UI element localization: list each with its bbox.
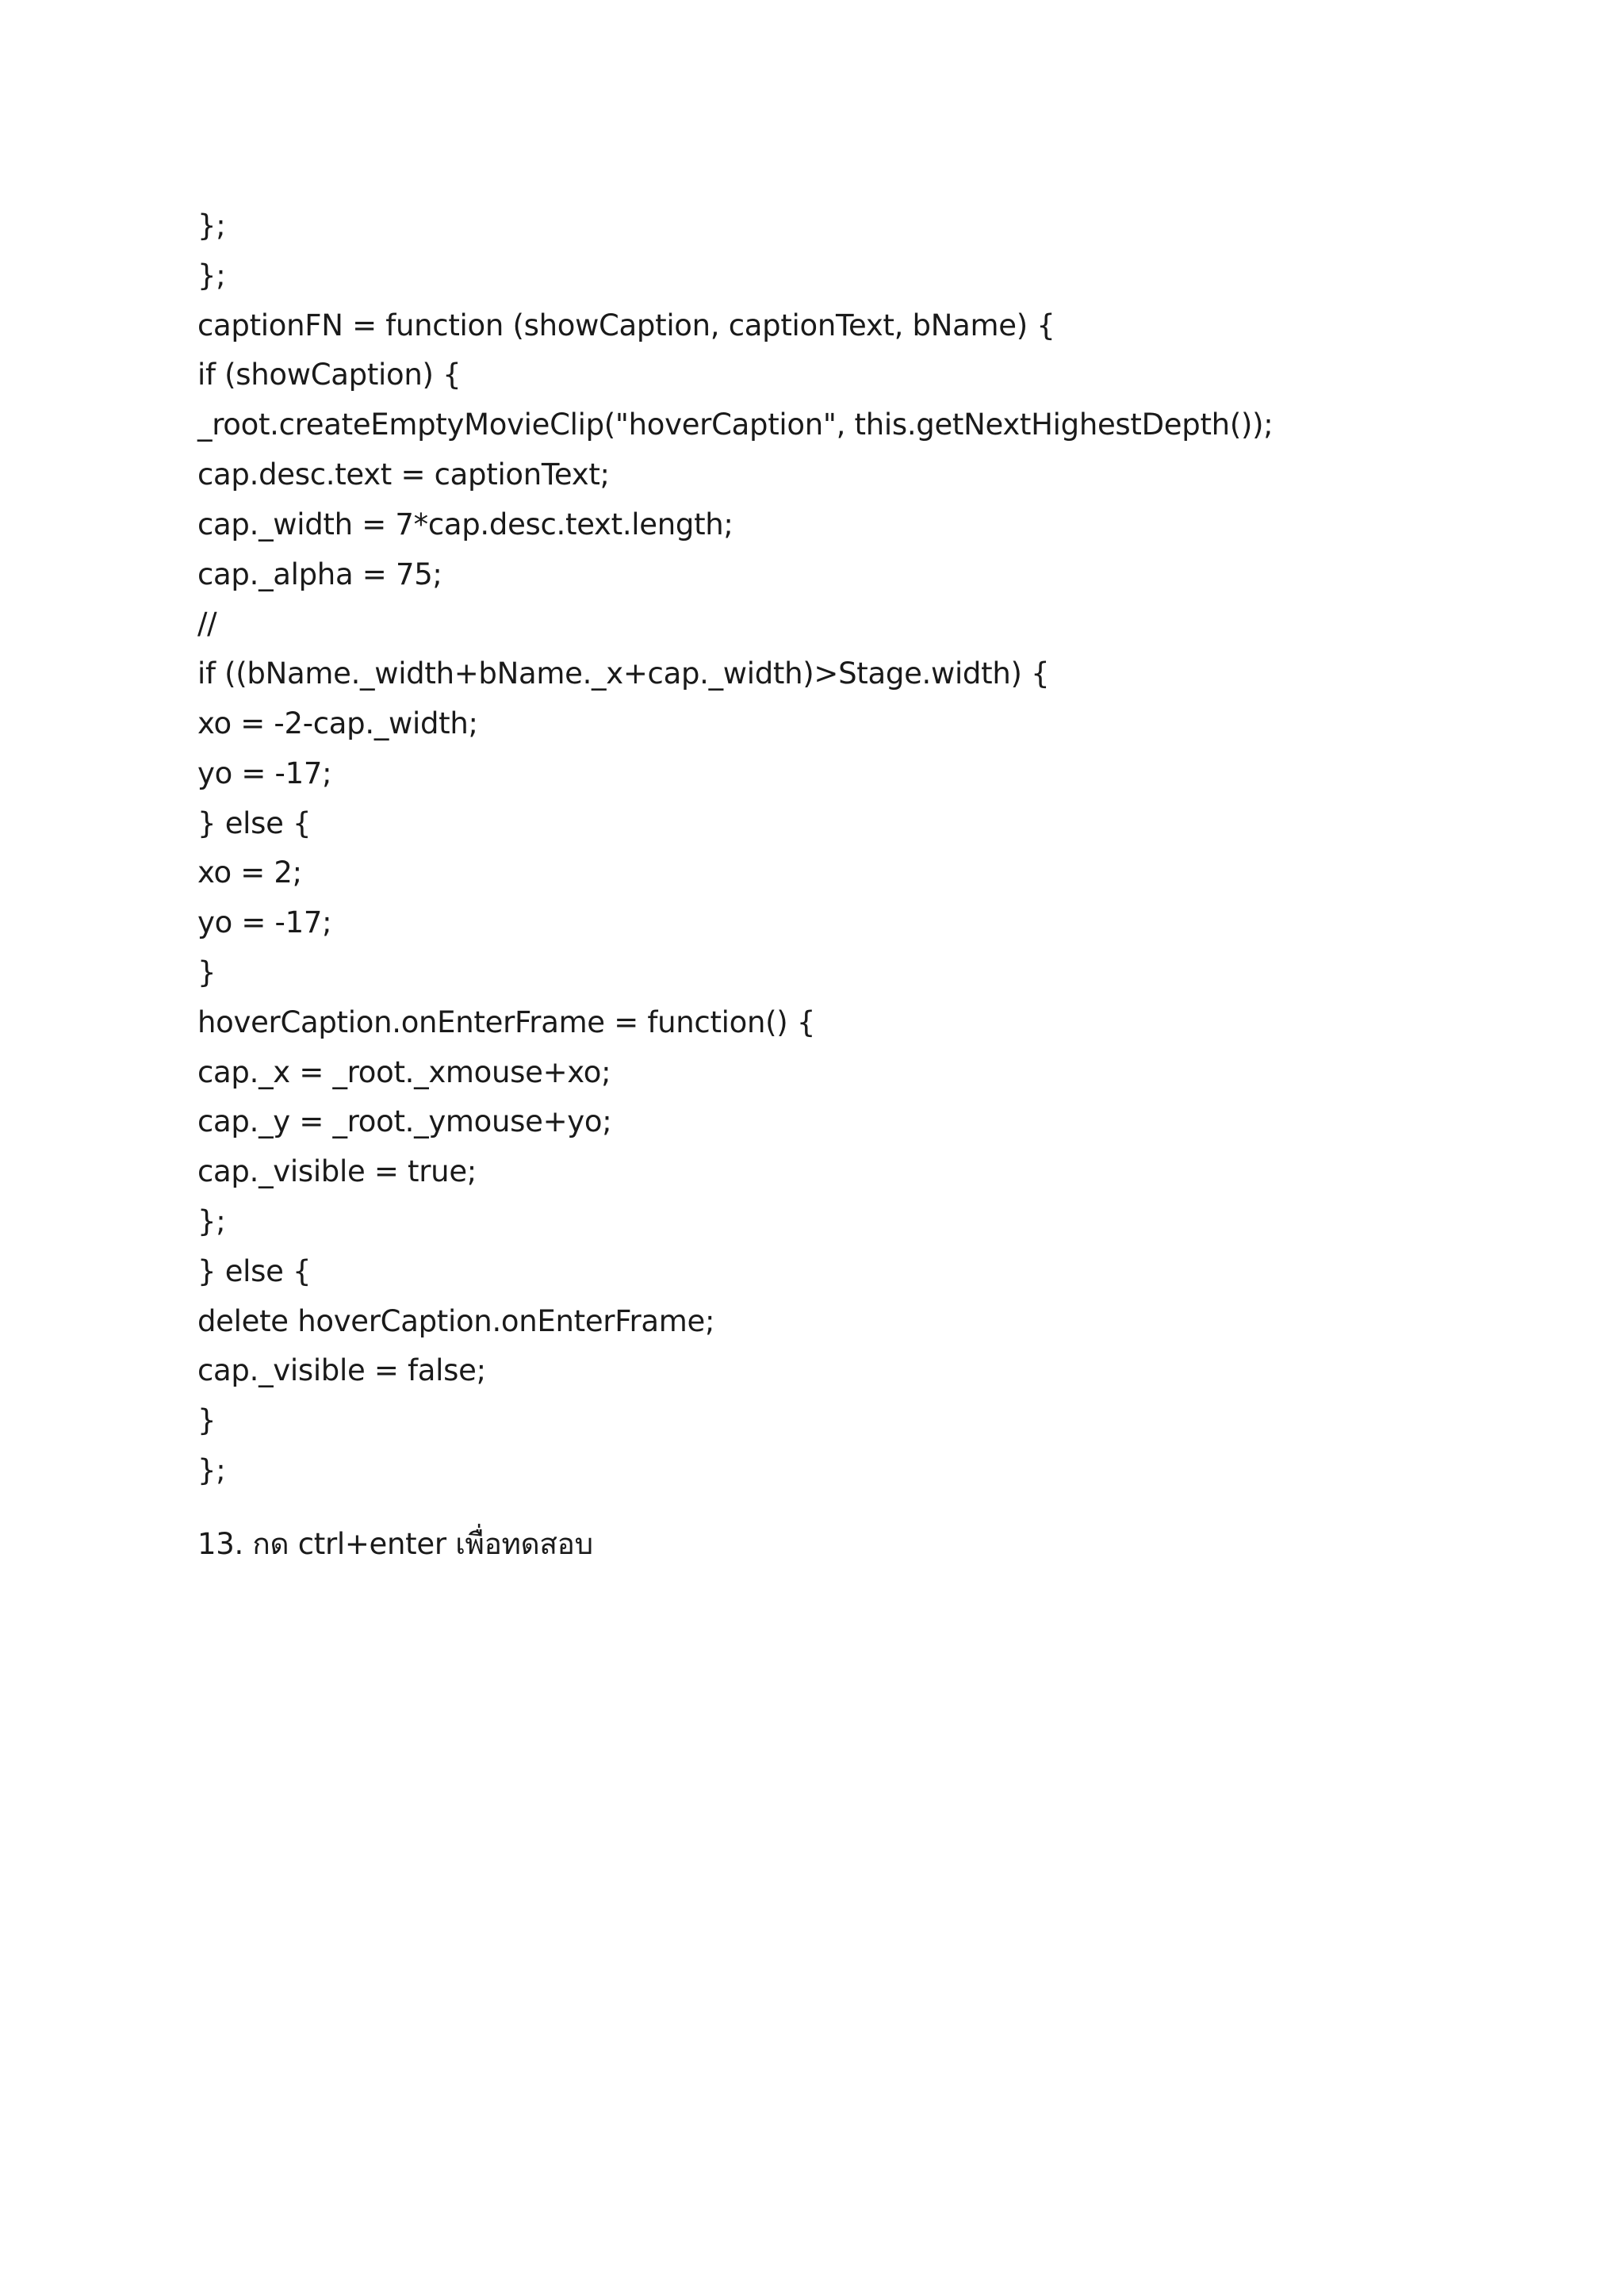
code-line: cap._visible = true; bbox=[197, 1154, 477, 1189]
code-block bbox=[197, 201, 1466, 1496]
code-line: } else { bbox=[197, 806, 312, 840]
code-line: cap._visible = false; bbox=[197, 1353, 486, 1388]
code-line: delete hoverCaption.onEnterFrame; bbox=[197, 1303, 715, 1338]
code-line: }; bbox=[197, 1203, 226, 1238]
code-line: } bbox=[197, 955, 216, 989]
code-line: xo = -2-cap._width; bbox=[197, 706, 478, 740]
step-instruction: 13. กด ctrl+enter เพื่อทดสอบ bbox=[197, 1526, 593, 1561]
code-line: }; bbox=[197, 1452, 226, 1487]
code-line: cap._width = 7*cap.desc.text.length; bbox=[197, 507, 733, 541]
code-line: cap._y = _root._ymouse+yo; bbox=[197, 1104, 612, 1139]
code-line: captionFN = function (showCaption, captionText, bName) { bbox=[197, 308, 1055, 342]
code-line: } else { bbox=[197, 1253, 312, 1288]
code-line: hoverCaption.onEnterFrame = function() { bbox=[197, 1004, 816, 1039]
code-line: cap._x = _root._xmouse+xo; bbox=[197, 1054, 611, 1089]
code-line: cap._alpha = 75; bbox=[197, 557, 442, 591]
code-line: xo = 2; bbox=[197, 855, 302, 890]
document-content bbox=[197, 201, 1466, 1570]
code-line: }; bbox=[197, 209, 226, 243]
code-line: if ((bName._width+bName._x+cap._width)>Stage.width) { bbox=[197, 656, 1050, 691]
code-line: } bbox=[197, 1403, 216, 1438]
code-line: yo = -17; bbox=[197, 756, 332, 790]
code-line: yo = -17; bbox=[197, 905, 332, 940]
code-line: _root.createEmptyMovieClip("hoverCaption", this.getNextHighestDepth()); bbox=[197, 408, 1274, 442]
code-line: }; bbox=[197, 258, 226, 293]
code-line: cap.desc.text = captionText; bbox=[197, 457, 610, 492]
code-line: if (showCaption) { bbox=[197, 358, 462, 392]
code-line: // bbox=[197, 607, 217, 641]
